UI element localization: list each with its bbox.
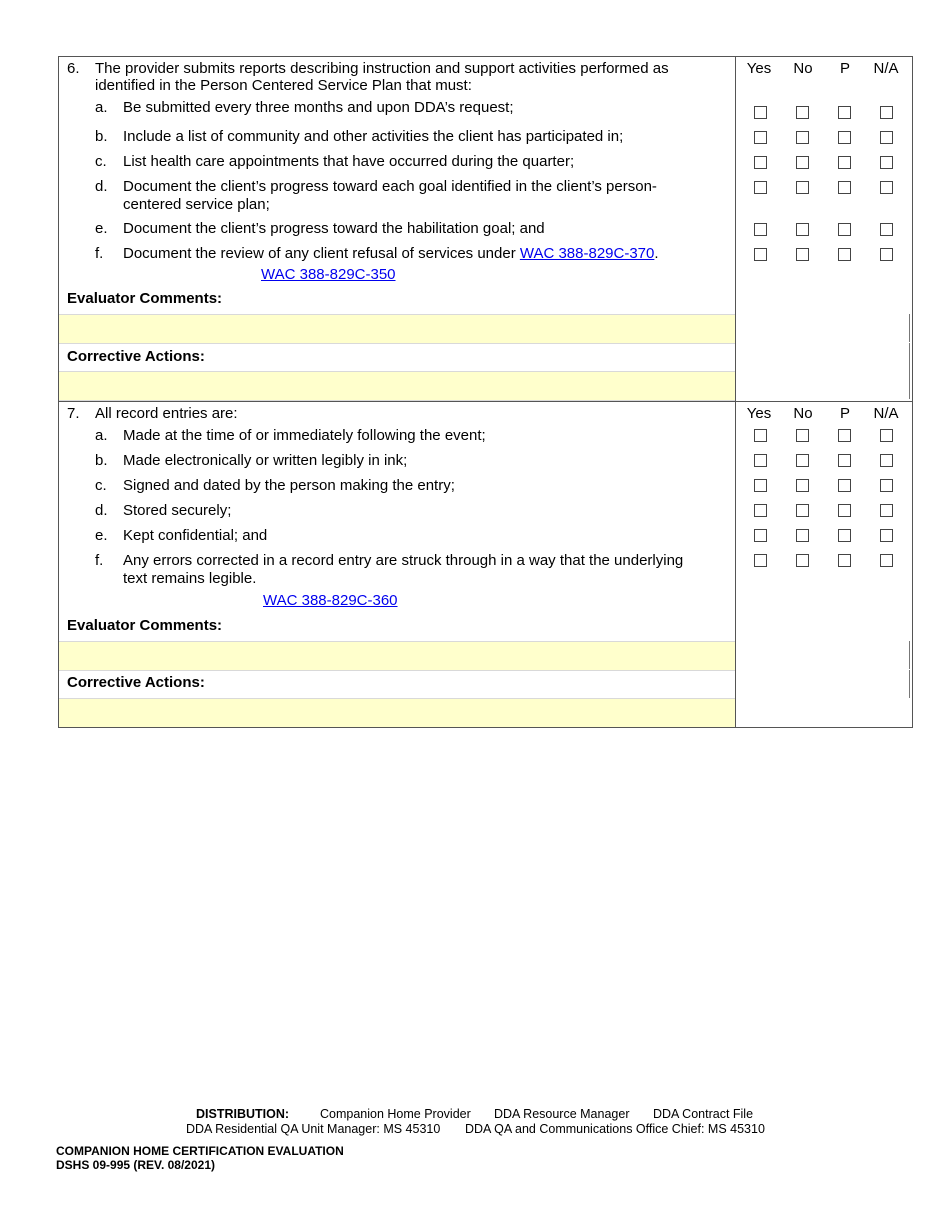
distribution-recipient: DDA Contract File [653,1107,754,1121]
checkbox-yes[interactable] [754,554,767,567]
checkbox-p[interactable] [838,223,851,236]
checkbox-na[interactable] [880,131,893,144]
checkbox-p[interactable] [838,106,851,119]
item-text: centered service plan; [123,196,270,213]
checkbox-no[interactable] [796,106,809,119]
section-intro-line: The provider submits reports describing instruction and support activities performed as [95,60,669,77]
checkbox-p[interactable] [838,479,851,492]
item-letter: e. [95,527,108,544]
checkbox-na[interactable] [880,554,893,567]
checkbox-yes[interactable] [754,454,767,467]
row-tick [909,371,910,399]
item-text: text remains legible. [123,570,257,587]
checkbox-p[interactable] [838,429,851,442]
item-text: Be submitted every three months and upon DDA’s request; [123,99,514,116]
column-header-p: P [839,405,850,422]
item-text [123,245,659,263]
item-letter: c. [95,477,107,494]
distribution-recipient: DDA Resource Manager [494,1107,630,1121]
row-tick [909,670,910,698]
checkbox-na[interactable] [880,504,893,517]
corrective-actions-label: Corrective Actions: [67,674,205,691]
column-header-yes: Yes [746,60,772,77]
checkbox-no[interactable] [796,131,809,144]
item-text-before: Document the review of any client refusal of services under [123,245,520,262]
checkbox-yes[interactable] [754,131,767,144]
checkbox-na[interactable] [880,479,893,492]
checkbox-yes[interactable] [754,181,767,194]
item-letter: f. [95,552,104,569]
column-divider [735,402,736,727]
section-intro-line: identified in the Person Centered Service Plan that must: [95,77,472,94]
section-intro-line: All record entries are: [95,405,238,422]
checkbox-p[interactable] [838,181,851,194]
item-letter: d. [95,502,108,519]
checkbox-yes[interactable] [754,106,767,119]
checkbox-na[interactable] [880,181,893,194]
item-text: Made electronically or written legibly in ink; [123,452,408,469]
column-header-yes: Yes [746,405,772,422]
checkbox-p[interactable] [838,529,851,542]
checkbox-na[interactable] [880,156,893,169]
evaluator-comments-label: Evaluator Comments: [67,617,223,634]
distribution-label: DISTRIBUTION: [196,1107,290,1121]
column-header-no: No [793,60,813,77]
form-number: DSHS 09-995 (REV. 08/2021) [56,1158,215,1172]
column-header-p: P [839,60,850,77]
item-text: Document the client’s progress toward the habilitation goal; and [123,220,545,237]
item-text: Made at the time of or immediately following the event; [123,427,486,444]
column-header-na: N/A [873,60,899,77]
section-6 [59,57,912,402]
checkbox-yes[interactable] [754,529,767,542]
evaluation-table [58,56,913,728]
checkbox-p[interactable] [838,131,851,144]
item-letter: a. [95,99,108,116]
checkbox-no[interactable] [796,454,809,467]
checkbox-na[interactable] [880,248,893,261]
checkbox-yes[interactable] [754,248,767,261]
item-letter: f. [95,245,104,262]
checkbox-p[interactable] [838,504,851,517]
checkbox-na[interactable] [880,529,893,542]
checkbox-na[interactable] [880,454,893,467]
item-text: Signed and dated by the person making the entry; [123,477,455,494]
checkbox-no[interactable] [796,529,809,542]
checkbox-p[interactable] [838,554,851,567]
row-tick [909,314,910,342]
item-letter: c. [95,153,107,170]
evaluator-comments-label: Evaluator Comments: [67,290,223,307]
item-letter: b. [95,128,108,145]
section-number: 7. [67,405,80,422]
evaluator-comments-field[interactable] [59,641,735,671]
form-title: COMPANION HOME CERTIFICATION EVALUATION [56,1144,344,1158]
item-text: Document the client’s progress toward each goal identified in the client’s person- [123,178,657,195]
distribution-recipient: Companion Home Provider [320,1107,471,1121]
checkbox-no[interactable] [796,248,809,261]
checkbox-yes[interactable] [754,223,767,236]
column-header-no: No [793,405,813,422]
checkbox-yes[interactable] [754,504,767,517]
checkbox-no[interactable] [796,479,809,492]
item-letter: a. [95,427,108,444]
checkbox-p[interactable] [838,248,851,261]
checkbox-no[interactable] [796,429,809,442]
checkbox-p[interactable] [838,156,851,169]
checkbox-na[interactable] [880,223,893,236]
corrective-actions-field[interactable] [59,371,735,401]
section-number: 6. [67,60,80,77]
checkbox-yes[interactable] [754,429,767,442]
item-text: Include a list of community and other activities the client has participated in; [123,128,624,145]
checkbox-no[interactable] [796,223,809,236]
corrective-actions-label: Corrective Actions: [67,348,205,365]
distribution-recipient: DDA Residential QA Unit Manager: MS 45310 [186,1122,441,1136]
item-text: Stored securely; [123,502,232,519]
checkbox-no[interactable] [796,554,809,567]
checkbox-yes[interactable] [754,156,767,169]
item-letter: d. [95,178,108,195]
item-text-after: . [654,245,659,262]
column-header-na: N/A [873,405,899,422]
checkbox-p[interactable] [838,454,851,467]
checkbox-no[interactable] [796,181,809,194]
evaluator-comments-field[interactable] [59,314,735,344]
wac-360-link[interactable]: WAC 388-829C-360 [263,592,398,609]
column-divider [735,57,736,401]
checkbox-no[interactable] [796,504,809,517]
wac-370-link[interactable]: WAC 388-829C-370 [519,245,655,262]
item-text: List health care appointments that have occurred during the quarter; [123,153,575,170]
wac-350-link[interactable]: WAC 388-829C-350 [261,266,396,283]
checkbox-na[interactable] [880,106,893,119]
item-text: Any errors corrected in a record entry are struck through in a way that the underlying [123,552,684,569]
item-text: Kept confidential; and [123,527,268,544]
section-7 [59,402,912,728]
row-tick [909,641,910,669]
corrective-actions-field[interactable] [59,698,735,727]
item-letter: e. [95,220,108,237]
item-letter: b. [95,452,108,469]
distribution-recipient: DDA QA and Communications Office Chief: MS 45310 [465,1122,765,1136]
checkbox-yes[interactable] [754,479,767,492]
checkbox-na[interactable] [880,429,893,442]
checkbox-no[interactable] [796,156,809,169]
row-tick [909,343,910,371]
